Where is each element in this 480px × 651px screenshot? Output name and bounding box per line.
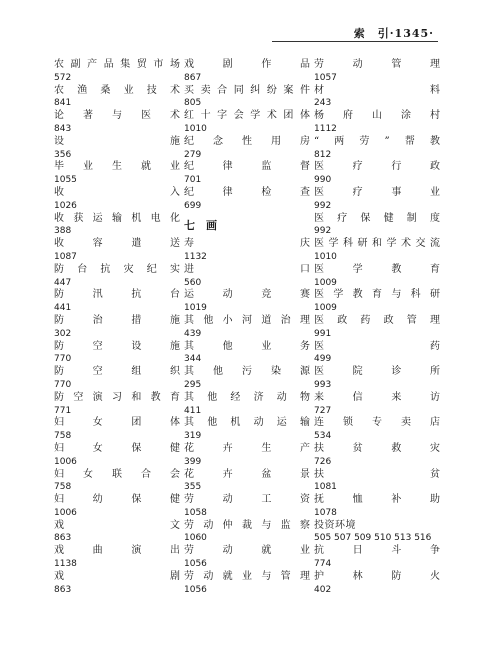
index-term: 医 疗 保 健 制 度 [314, 212, 440, 224]
index-term: 其 他 污 染 源 [184, 366, 310, 378]
index-page-ref: 1056 [184, 584, 207, 595]
index-term: 医 学 教 育 [314, 263, 440, 275]
index-page-ref: 727 [314, 405, 332, 416]
index-term: 收 容 遣 送 [54, 238, 180, 250]
index-term: 进 口 [184, 263, 310, 275]
index-term: 戏 文 [54, 519, 180, 531]
index-page-ref: 758 [54, 482, 72, 493]
index-page-ref: 805 [184, 98, 202, 109]
index-term: 抚 恤 补 助 [314, 494, 440, 506]
index-term: 收 入 [54, 186, 180, 198]
index-term: 花 卉 盆 景 [184, 468, 310, 480]
index-term: 寿 庆 [184, 238, 310, 250]
index-page-ref: 1019 [184, 303, 207, 314]
index-page-ref: 770 [54, 379, 72, 390]
index-page-ref: 319 [184, 431, 202, 442]
index-term: 抗 日 斗 争 [314, 545, 440, 557]
index-term: 医 药 [314, 340, 440, 352]
running-header: 索 引·1345· [353, 27, 434, 40]
index-term: 扶 贫 救 灾 [314, 442, 440, 454]
index-column-2 [184, 59, 310, 596]
index-page-ref: 1132 [184, 251, 207, 262]
index-term: 毕 业 生 就 业 [54, 161, 180, 173]
index-page-ref: 411 [184, 405, 202, 416]
index-term: 戏 剧 作 品 [184, 59, 310, 70]
index-page-ref: 863 [54, 533, 72, 544]
index-term: 劳 动 就 业 [184, 545, 310, 557]
index-column-3 [314, 59, 440, 596]
index-term: 医 疗 行 政 [314, 161, 440, 173]
index-term: 医 院 诊 所 [314, 366, 440, 378]
index-term: 连 锁 专 卖 店 [314, 417, 440, 429]
index-page-ref: 993 [314, 379, 332, 390]
index-term: 戏 曲 演 出 [54, 545, 180, 557]
index-term: 劳 动 就 业 与 管 理 [184, 570, 310, 582]
index-page-ref: 992 [314, 226, 332, 237]
index-term: 劳 动 仲 裁 与 监 察 [184, 519, 310, 531]
index-page-ref: 991 [314, 328, 332, 339]
index-page-ref: 1138 [54, 559, 77, 570]
index-term: 其 他 机 动 运 输 [184, 417, 310, 429]
index-term: 劳 动 管 理 [314, 59, 440, 70]
index-term: 纪 律 监 督 [184, 161, 310, 173]
index-page-ref: 771 [54, 405, 72, 416]
index-page-ref: 812 [314, 149, 332, 160]
index-term: 防 空 设 施 [54, 340, 180, 352]
index-term: 戏 剧 [54, 570, 180, 582]
index-page-ref: 1081 [314, 482, 337, 493]
index-term: 其 他 经 济 动 物 [184, 391, 310, 403]
index-term: 纪 念 性 用 房 [184, 135, 310, 147]
index-term: 运 动 竞 赛 [184, 289, 310, 301]
index-page-ref: 302 [54, 328, 72, 339]
index-page-ref: 867 [184, 72, 202, 83]
index-page-ref: 344 [184, 354, 202, 365]
index-page-ref: 1112 [314, 123, 337, 134]
index-term: 投资环境 [314, 519, 356, 531]
index-page-ref: 758 [54, 431, 72, 442]
index-page-ref: 1009 [314, 303, 337, 314]
index-term: 医 疗 事 业 [314, 186, 440, 198]
index-page-ref: 1010 [314, 251, 337, 262]
section-heading: 七 画 [184, 218, 217, 232]
index-term: 论 著 与 医 术 [54, 110, 180, 122]
index-term: 妇 女 联 合 会 [54, 468, 180, 480]
index-page-ref: 770 [54, 354, 72, 365]
header-rule [272, 41, 438, 42]
index-page-ref: 441 [54, 303, 72, 314]
index-page-ref: 992 [314, 200, 332, 211]
index-page-ref: 726 [314, 456, 332, 467]
index-term: 防 空 演 习 和 教 育 [54, 391, 180, 403]
index-page-ref: 1056 [184, 559, 207, 570]
index-page-ref: 399 [184, 456, 202, 467]
index-page-ref: 356 [54, 149, 72, 160]
index-term: 防 空 组 织 [54, 366, 180, 378]
index-page-ref: 560 [184, 277, 202, 288]
index-page-ref: 499 [314, 354, 332, 365]
index-term: 农 副 产 品 集 贸 市 场 [54, 59, 180, 70]
index-page-ref: 439 [184, 328, 202, 339]
index-page-ref: 1009 [314, 277, 337, 288]
index-page-ref: 1057 [314, 72, 337, 83]
index-term: 设 施 [54, 135, 180, 147]
index-page-ref: 990 [314, 175, 332, 186]
index-page-ref: 774 [314, 559, 332, 570]
index-term: 收 获 运 输 机 电 化 [54, 212, 180, 224]
index-page-ref: 841 [54, 98, 72, 109]
index-term: 妇 幼 保 健 [54, 494, 180, 506]
index-term: 防 汛 抗 台 [54, 289, 180, 301]
index-term: 妇 女 保 健 [54, 442, 180, 454]
index-term: 买 卖 合 同 纠 纷 案 件 [184, 84, 310, 96]
index-page-ref: 1010 [184, 123, 207, 134]
index-page-ref: 1055 [54, 175, 77, 186]
index-term: 扶 贫 [314, 468, 440, 480]
index-term: 花 卉 生 产 [184, 442, 310, 454]
index-term: 防 治 措 施 [54, 314, 180, 326]
index-column-1 [54, 59, 180, 596]
index-term: “ 两 劳 ” 帮 教 [314, 135, 440, 147]
index-page-ref: 699 [184, 200, 202, 211]
index-page-ref: 388 [54, 226, 72, 237]
index-term: 其 他 业 务 [184, 340, 310, 352]
index-term: 来 信 来 访 [314, 391, 440, 403]
index-page-ref: 1006 [54, 507, 77, 518]
index-page-ref: 572 [54, 72, 72, 83]
index-page-ref: 534 [314, 431, 332, 442]
index-term: 防 台 抗 灾 纪 实 [54, 263, 180, 275]
index-term: 医 学 科 研 和 学 术 交 流 [314, 238, 440, 250]
index-page-ref: 1060 [184, 533, 207, 544]
index-page-ref: 1078 [314, 507, 337, 518]
index-term: 杨 府 山 涂 村 [314, 110, 440, 122]
index-term: 其 他 小 河 道 治 理 [184, 314, 310, 326]
index-page-ref: 1006 [54, 456, 77, 467]
index-term: 医 学 教 育 与 科 研 [314, 289, 440, 301]
index-page-ref: 1026 [54, 200, 77, 211]
index-page-ref: 863 [54, 584, 72, 595]
index-term: 纪 律 检 查 [184, 186, 310, 198]
index-page-ref: 355 [184, 482, 202, 493]
index-term: 医 政 药 政 管 理 [314, 314, 440, 326]
index-page-ref: 1058 [184, 507, 207, 518]
index-term: 材 料 [314, 84, 440, 96]
index-term: 农 渔 桑 业 技 术 [54, 84, 180, 96]
index-page-ref: 295 [184, 379, 202, 390]
index-page-ref: 447 [54, 277, 72, 288]
index-page-ref: 402 [314, 584, 332, 595]
index-page-ref: 505 507 509 510 513 516 [314, 533, 432, 544]
index-page-ref: 243 [314, 98, 332, 109]
index-page-ref: 1087 [54, 251, 77, 262]
index-term: 妇 女 团 体 [54, 417, 180, 429]
index-page-ref: 843 [54, 123, 72, 134]
index-page-ref: 701 [184, 175, 202, 186]
index-term: 红 十 字 会 学 术 团 体 [184, 110, 310, 122]
index-term: 劳 动 工 资 [184, 494, 310, 506]
index-page-ref: 279 [184, 149, 202, 160]
index-term: 护 林 防 火 [314, 570, 440, 582]
